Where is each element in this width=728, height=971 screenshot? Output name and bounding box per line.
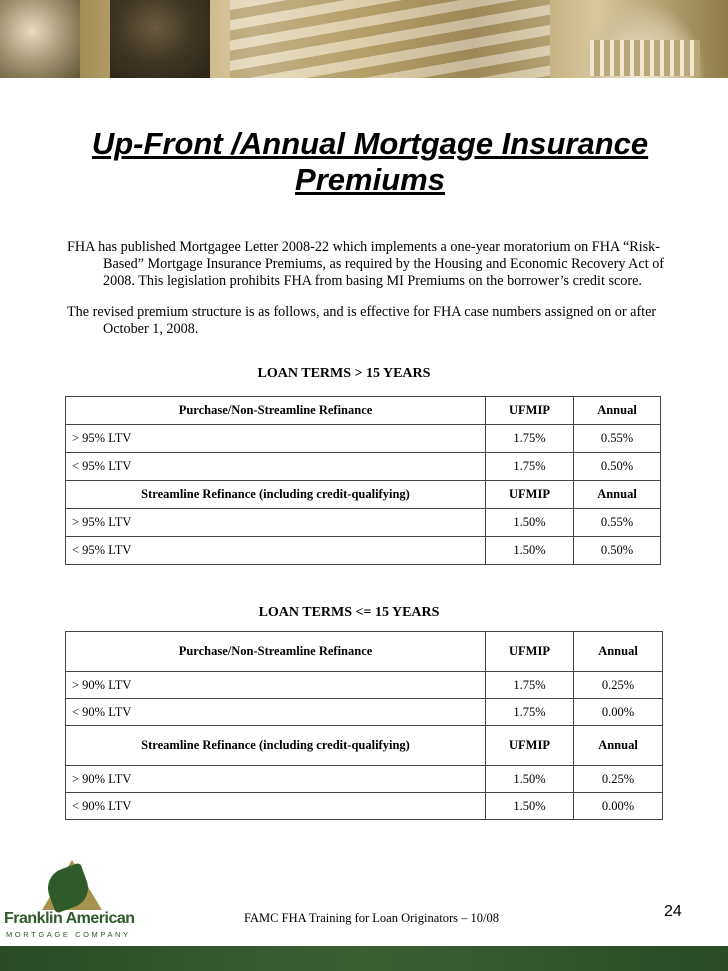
ltv-cell: < 95% LTV: [66, 453, 486, 481]
banner-flag-stripes: [230, 0, 550, 78]
table-row: [66, 793, 663, 820]
header-cell: UFMIP: [486, 726, 574, 766]
ltv-cell: > 90% LTV: [66, 672, 486, 699]
annual-cell: 0.55%: [574, 425, 661, 453]
footer-text: FAMC FHA Training for Loan Originators – 10/08: [244, 911, 499, 925]
header-cell: Annual: [574, 632, 663, 672]
annual-cell: 0.00%: [574, 699, 663, 726]
page-number: 24: [664, 903, 682, 920]
table-caption-short-term: LOAN TERMS <= 15 YEARS: [258, 605, 440, 620]
footer-bar: [0, 946, 728, 971]
logo-name: Franklin American: [4, 910, 135, 927]
ltv-cell: < 90% LTV: [66, 699, 486, 726]
intro-paragraph: FHA has published Mortgagee Letter 2008-22 which implements a one-year moratorium on FHA “Risk-Based” Mortgage Insurance Premiums, as required by the Housing and Economic Recovery Act of 2008. This legislation prohibits FHA from basing MI Premiums on the borrower’s credit score.: [67, 239, 665, 289]
banner-capitol-columns: [590, 40, 700, 76]
banner-photo-person: [0, 0, 80, 78]
ufmip-cell: 1.50%: [486, 793, 574, 820]
banner-photo-person: [110, 0, 210, 78]
header-cell: UFMIP: [486, 397, 574, 425]
header-banner: [0, 0, 728, 78]
ufmip-cell: 1.50%: [486, 766, 574, 793]
rates-table-short-term: [65, 631, 663, 820]
table-row: [66, 453, 661, 481]
ufmip-cell: 1.50%: [486, 537, 574, 565]
table-header-row: [66, 481, 661, 509]
ltv-cell: > 95% LTV: [66, 425, 486, 453]
header-cell: Streamline Refinance (including credit-qualifying): [66, 481, 486, 509]
header-cell: UFMIP: [486, 632, 574, 672]
ufmip-cell: 1.75%: [486, 672, 574, 699]
table-row: [66, 699, 663, 726]
ltv-cell: < 90% LTV: [66, 793, 486, 820]
annual-cell: 0.50%: [574, 453, 661, 481]
header-cell: Annual: [574, 397, 661, 425]
annual-cell: 0.00%: [574, 793, 663, 820]
header-cell: Streamline Refinance (including credit-qualifying): [66, 726, 486, 766]
header-cell: UFMIP: [486, 481, 574, 509]
annual-cell: 0.55%: [574, 509, 661, 537]
annual-cell: 0.25%: [574, 672, 663, 699]
logo-subtitle: MORTGAGE COMPANY: [6, 930, 131, 939]
ufmip-cell: 1.50%: [486, 509, 574, 537]
annual-cell: 0.50%: [574, 537, 661, 565]
header-cell: Annual: [574, 481, 661, 509]
header-cell: Purchase/Non-Streamline Refinance: [66, 397, 486, 425]
table-row: [66, 672, 663, 699]
table-header-row: [66, 397, 661, 425]
company-logo: [4, 858, 135, 940]
rates-table-long-term: [65, 396, 661, 565]
ltv-cell: > 95% LTV: [66, 509, 486, 537]
table-header-row: [66, 632, 663, 672]
header-cell: Purchase/Non-Streamline Refinance: [66, 632, 486, 672]
effective-date-paragraph: The revised premium structure is as follows, and is effective for FHA case numbers assigned on or after October 1, 2008.: [67, 304, 657, 337]
header-cell: Annual: [574, 726, 663, 766]
annual-cell: 0.25%: [574, 766, 663, 793]
ufmip-cell: 1.75%: [486, 453, 574, 481]
slide-title: Up-Front /Annual Mortgage Insurance Premiums: [91, 126, 649, 197]
ufmip-cell: 1.75%: [486, 699, 574, 726]
table-row: [66, 537, 661, 565]
ltv-cell: > 90% LTV: [66, 766, 486, 793]
table-row: [66, 766, 663, 793]
ufmip-cell: 1.75%: [486, 425, 574, 453]
table-header-row: [66, 726, 663, 766]
table-caption-long-term: LOAN TERMS > 15 YEARS: [257, 366, 431, 381]
table-row: [66, 509, 661, 537]
ltv-cell: < 95% LTV: [66, 537, 486, 565]
table-row: [66, 425, 661, 453]
